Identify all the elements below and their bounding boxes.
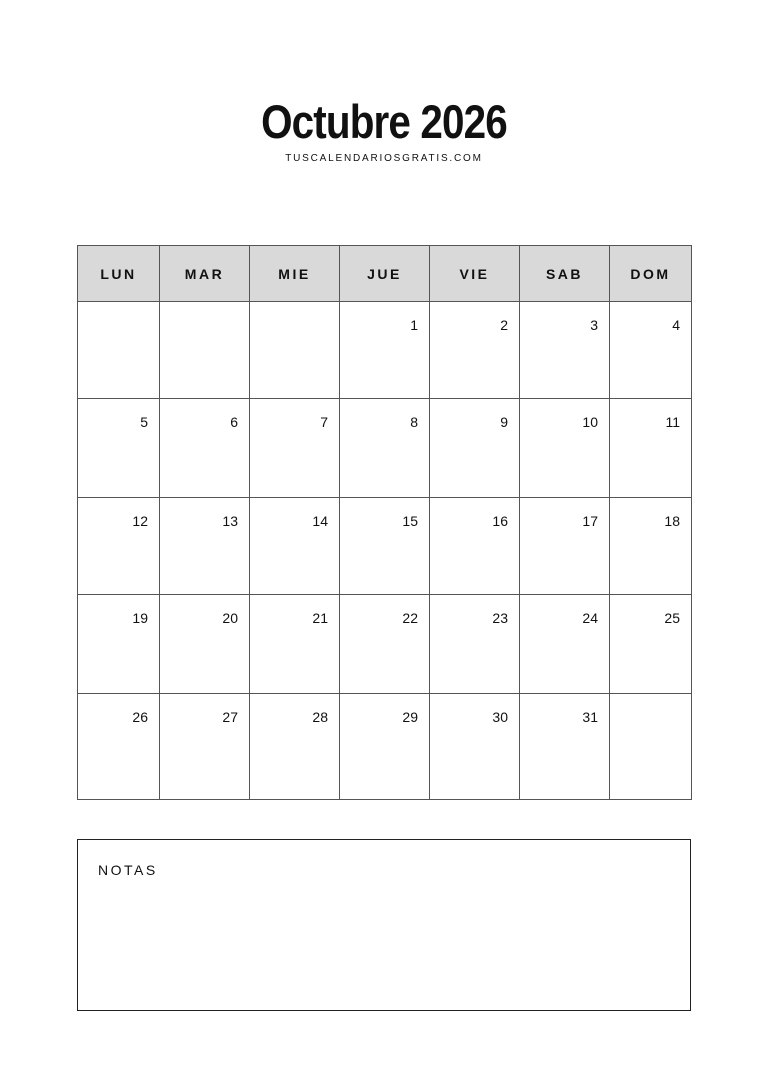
day-number: 22 xyxy=(402,610,418,626)
day-cell xyxy=(520,399,610,498)
day-number: 17 xyxy=(582,513,598,529)
day-cell xyxy=(250,595,340,694)
website-label: TUSCALENDARIOSGRATIS.COM xyxy=(285,153,483,164)
day-number: 15 xyxy=(402,513,418,529)
day-cell xyxy=(610,399,692,498)
day-cell xyxy=(430,595,520,694)
day-cell xyxy=(78,302,160,399)
weekday-header: MAR xyxy=(160,246,250,302)
day-cell xyxy=(78,595,160,694)
day-cell xyxy=(430,498,520,595)
day-cell xyxy=(160,498,250,595)
day-number: 7 xyxy=(320,414,328,430)
week-row xyxy=(78,498,692,595)
day-number: 12 xyxy=(132,513,148,529)
day-number: 19 xyxy=(132,610,148,626)
day-cell xyxy=(340,399,430,498)
day-cell xyxy=(250,399,340,498)
day-number xyxy=(610,694,691,708)
day-number: 18 xyxy=(664,513,680,529)
day-cell xyxy=(430,399,520,498)
day-cell xyxy=(520,694,610,800)
day-number: 3 xyxy=(590,317,598,333)
day-cell xyxy=(250,498,340,595)
day-number: 30 xyxy=(492,709,508,725)
day-cell xyxy=(340,498,430,595)
day-cell xyxy=(340,302,430,399)
weekday-header: JUE xyxy=(340,246,430,302)
day-number: 13 xyxy=(222,513,238,529)
day-cell xyxy=(160,302,250,399)
day-cell xyxy=(160,694,250,800)
day-cell xyxy=(610,498,692,595)
day-number: 14 xyxy=(312,513,328,529)
day-number: 26 xyxy=(132,709,148,725)
day-number: 24 xyxy=(582,610,598,626)
day-cell xyxy=(430,694,520,800)
day-number: 6 xyxy=(230,414,238,430)
day-number: 4 xyxy=(672,317,680,333)
day-number: 20 xyxy=(222,610,238,626)
day-cell xyxy=(250,302,340,399)
day-cell xyxy=(520,302,610,399)
weekday-header-row xyxy=(78,246,692,302)
day-cell xyxy=(78,694,160,800)
week-row xyxy=(78,694,692,800)
day-number xyxy=(250,302,339,316)
week-row xyxy=(78,595,692,694)
day-number: 8 xyxy=(410,414,418,430)
page-title: Octubre 2026 xyxy=(261,95,507,148)
day-cell xyxy=(340,595,430,694)
day-number: 10 xyxy=(582,414,598,430)
calendar-grid xyxy=(77,245,692,800)
week-row xyxy=(78,399,692,498)
day-cell xyxy=(520,595,610,694)
day-number xyxy=(160,302,249,316)
day-cell xyxy=(78,399,160,498)
day-cell xyxy=(610,302,692,399)
week-row xyxy=(78,302,692,399)
day-number: 23 xyxy=(492,610,508,626)
notes-box xyxy=(77,839,691,1011)
day-cell xyxy=(610,595,692,694)
day-number: 9 xyxy=(500,414,508,430)
day-number: 27 xyxy=(222,709,238,725)
notes-label: NOTAS xyxy=(98,862,158,878)
day-number: 1 xyxy=(410,317,418,333)
day-number: 11 xyxy=(665,414,680,430)
weekday-header: VIE xyxy=(430,246,520,302)
day-cell xyxy=(160,595,250,694)
day-number: 28 xyxy=(312,709,328,725)
day-cell xyxy=(520,498,610,595)
day-number: 2 xyxy=(500,317,508,333)
day-number: 25 xyxy=(664,610,680,626)
day-number: 21 xyxy=(312,610,328,626)
weekday-header: MIE xyxy=(250,246,340,302)
day-number: 5 xyxy=(140,414,148,430)
day-cell xyxy=(78,498,160,595)
weekday-header: DOM xyxy=(610,246,692,302)
weekday-header: SAB xyxy=(520,246,610,302)
day-number: 16 xyxy=(492,513,508,529)
weekday-header: LUN xyxy=(78,246,160,302)
day-cell xyxy=(610,694,692,800)
day-cell xyxy=(160,399,250,498)
day-number: 31 xyxy=(582,709,598,725)
day-number: 29 xyxy=(402,709,418,725)
day-cell xyxy=(340,694,430,800)
day-number xyxy=(78,302,159,316)
day-cell xyxy=(430,302,520,399)
day-cell xyxy=(250,694,340,800)
